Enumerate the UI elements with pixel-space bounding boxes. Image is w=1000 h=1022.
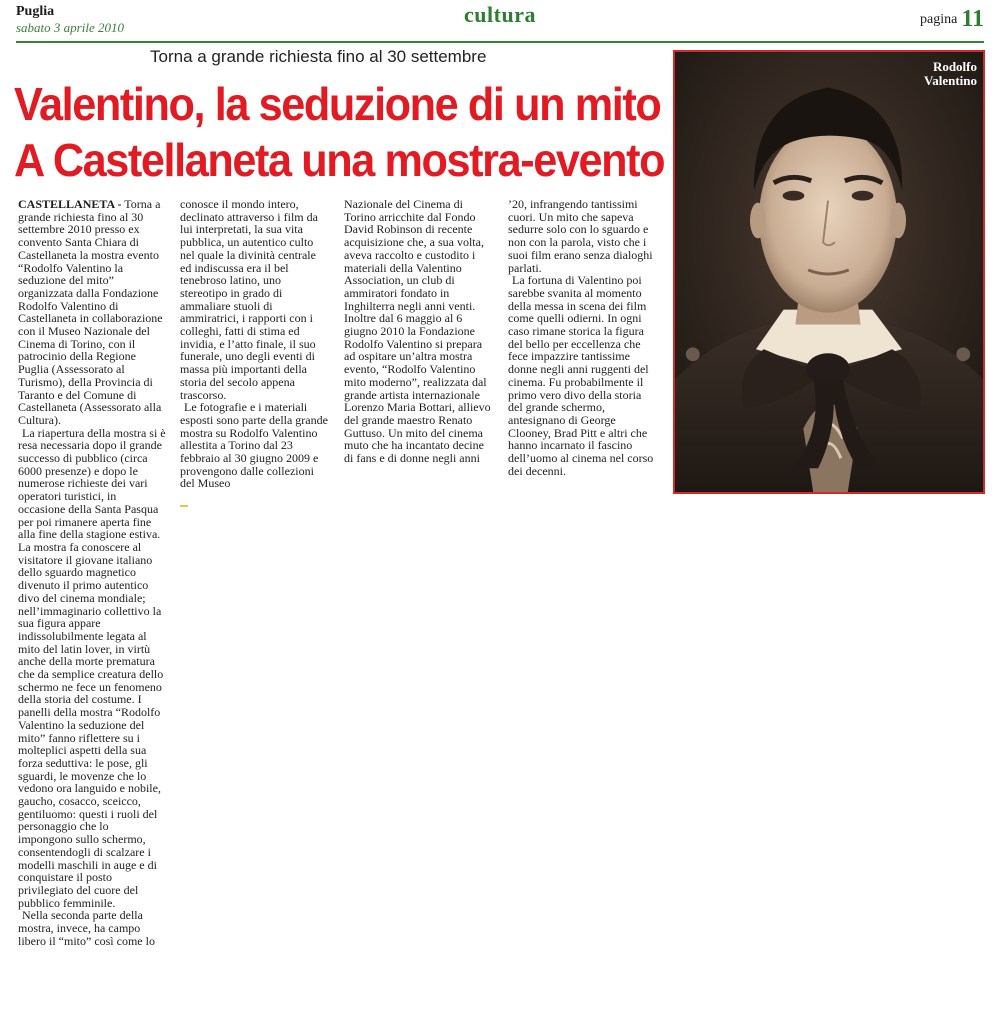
- paragraph: [18, 198, 166, 427]
- section-title: cultura: [464, 2, 536, 27]
- caption-line-1: Rodolfo: [932, 59, 977, 74]
- article-column-4: [508, 198, 656, 477]
- headline-line-2: A Castellaneta una mostra-evento: [14, 134, 665, 186]
- paragraph: Le fotografie e i materiali esposti sono parte della grande mostra su Rodolfo Valentino allestita a Torino dal 23 febbraio al 30 giugno 2009 e provengono dalle collezioni del Museo: [180, 400, 328, 491]
- decorative-mark: [180, 505, 188, 507]
- paragraph: La riapertura della mostra si è resa necessaria dopo il grande successo di pubblico (circa 6000 presenze) e dopo le numerose richieste dei vari operatori turistici, in occasione della Santa Pasqua per poi rimanere aperta fine alla fine della stagione estiva. La mostra fa conoscere al visitatore il giovane italiano dello sguardo magnetico divenuto il primo autentico divo del cinema mondiale; nell’immaginario collettivo la sua figura appare indissolubilmente legata al mito del latin lover, in virtù anche della morte prematura che da semplice creatura dello schermo ne fece un fenomeno della storia del costume. I panelli della mostra “Rodolfo Valentino la seduzione del mito” fanno riflettere su i molteplici aspetti della sua forza seduttiva: le pose, gli sguardi, le movenze che lo vedono ora languido e nobile, gaucho, cosacco, sceicco, gentiluomo: questi i ruoli del personaggio che lo impongono sullo schermo, consentendogli di scalzare i modelli maschili in auge e di conquistare il posto privilegiato del cuore del pubblico femminile.: [18, 425, 166, 910]
- caption-line-2: Valentino: [924, 73, 977, 88]
- portrait-photo: [673, 50, 985, 494]
- paragraph: Nazionale del Cinema di Torino arricchite dal Fondo David Robinson di recente acquisizione che, a sua volta, aveva raccolto e custodito i materiali della Valentino Association, un club di ammiratori fondato in Inghilterra negli anni venti. Inoltre dal 6 maggio al 6 giugno 2010 la Fondazione Rodolfo Valentino si prepara ad ospitare un’altra mostra evento, “Rodolfo Valentino mito moderno”, realizzata dal grande artista internazionale Lorenzo Maria Bottari, allievo del grande maestro Renato Guttuso. Un mito del cinema muto che ha incantato decine di fans e di donne negli anni: [344, 197, 491, 466]
- page-header: [16, 0, 984, 40]
- paragraph: Nella seconda parte della mostra, invece, ha campo libero il “mito” così come lo: [18, 908, 155, 948]
- header-divider: [16, 41, 984, 43]
- article-column-3: [344, 198, 492, 465]
- publication-date: sabato 3 aprile 2010: [16, 20, 124, 35]
- portrait-illustration: [675, 52, 983, 492]
- page-label: pagina: [919, 12, 958, 27]
- article-kicker: Torna a grande richiesta fino al 30 settembre: [150, 47, 487, 66]
- photo-caption: [924, 60, 977, 88]
- article-column-2: [180, 198, 328, 490]
- newspaper-region: Puglia: [16, 4, 55, 19]
- article-column-1: [18, 198, 166, 947]
- article-headline: [14, 76, 664, 188]
- paragraph: La fortuna di Valentino poi sarebbe svanita al momento della messa in scena dei film come quelli odierni. In ogni caso rimane storica la figura del bello per eccellenza che fece impazzire tantissime donne negli anni ruggenti del cinema. Fu probabilmente il primo vero divo della storia del grande schermo, antesignano di George Clooney, Brad Pitt e altri che hanno incarnato il fascino dell’uomo al cinema nel corso dei decenni.: [508, 273, 654, 478]
- paragraph: ’20, infrangendo tantissimi cuori. Un mito che sapeva sedurre solo con lo sguardo e non con la parola, visto che i suoi film erano senza dialoghi parlati.: [508, 197, 653, 275]
- headline-line-1: Valentino, la seduzione di un mito: [14, 78, 661, 130]
- dateline: CASTELLANETA -: [18, 197, 122, 211]
- page-number: 11: [961, 6, 984, 32]
- paragraph: conosce il mondo intero, declinato attraverso i film da lui interpretati, la sua vita pubblica, un autentico culto nel quale la divinità centrale ed indiscussa era il bel tenebroso latino, uno stereotipo in grado di ammaliare stuoli di ammiratrici, i rapporti con i colleghi, fatti di stima ed invidia, e l’atto finale, il suo funerale, uno degli eventi di massa più importanti della storia del secolo appena trascorso.: [180, 197, 318, 402]
- page-indicator: [920, 6, 984, 33]
- paragraph-text: Torna a grande richiesta fino al 30 settembre 2010 presso ex convento Santa Chiara di Castellaneta la mostra evento “Rodolfo Valentino la seduzione del mito” organizzata dalla Fondazione Rodolfo Valentino di Castellaneta in collaborazione con il Museo Nazionale del Cinema di Torino, con il patrocinio della Regione Puglia (Assessorato al Turismo), della Provincia di Taranto e del Comune di Castellaneta (Assessorato alla Cultura).: [18, 197, 163, 427]
